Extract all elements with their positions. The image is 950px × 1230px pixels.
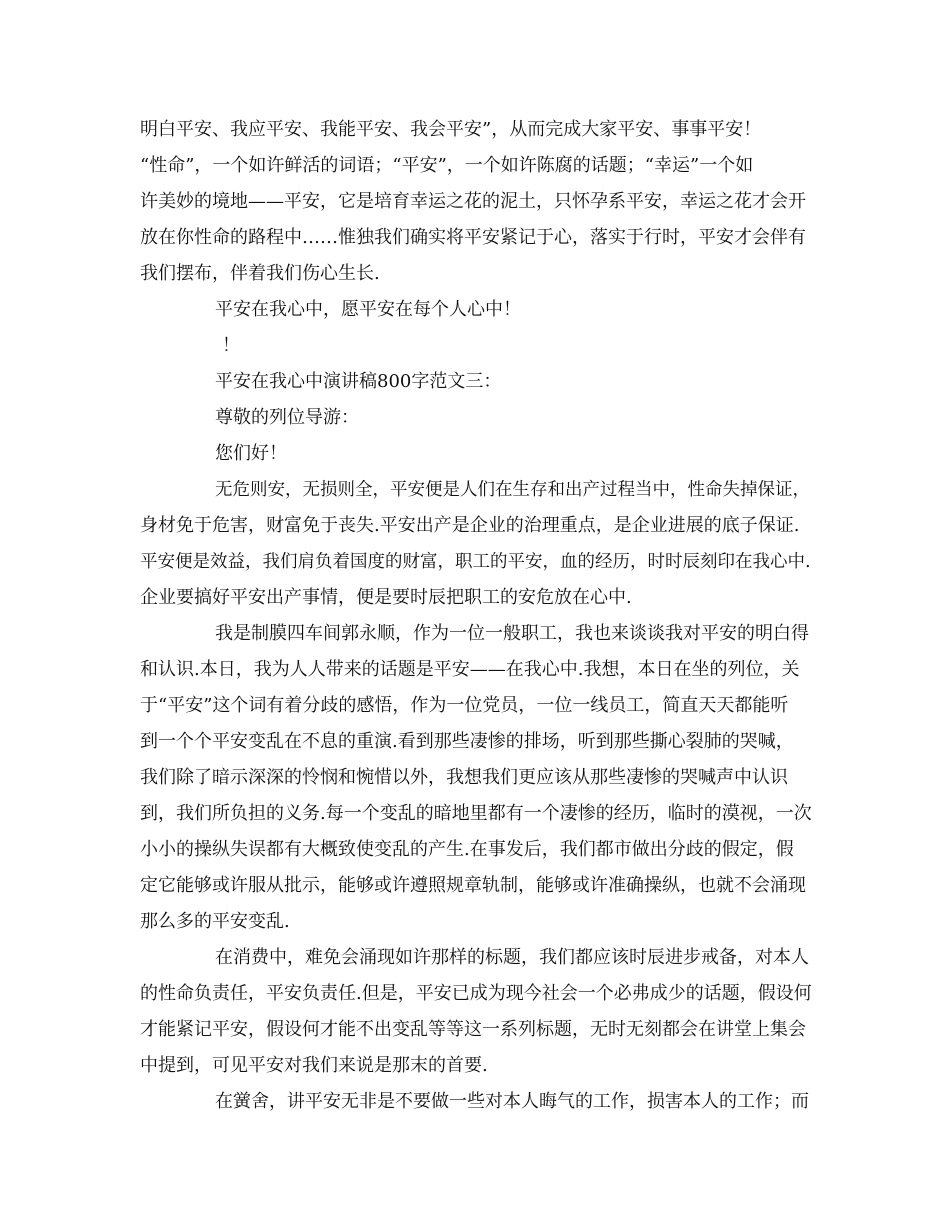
text-line: 平安在我心中演讲稿800字范文三： (215, 371, 502, 392)
text-line: 中提到，可见平安对我们来说是那末的首要. (140, 1055, 488, 1076)
text-line: 定它能够或许服从批示，能够或许遵照规章轨制，能够或许准确操纵，也就不会涌现 (140, 875, 806, 896)
text-line: 到一个个平安变乱在不息的重演.看到那些凄惨的排场，听到那些撕心裂肺的哭喊， (140, 731, 794, 752)
text-line: 尊敬的列位导游： (215, 407, 359, 428)
text-line: 明白平安、我应平安、我能平安、我会平安”，从而完成大家平安、事事平安！ (140, 119, 762, 140)
text-line: 身材免于危害，财富免于丧失.平安出产是企业的治理重点，是企业进展的底子保证. (140, 515, 800, 536)
text-line: 在黉舍，讲平安无非是不要做一些对本人晦气的工作，损害本人的工作；而 (215, 1091, 809, 1112)
text-line: 平安便是效益，我们肩负着国度的财富，职工的平安，血的经历，时时辰刻印在我心中. (140, 552, 811, 572)
text-line: 我们摆布，伴着我们伤心生长. (140, 263, 380, 284)
text-line: 放在你性命的路程中……惟独我们确实将平安紧记于心，落实于行时，平安才会伴有 (140, 227, 806, 248)
text-line: 的性命负责任，平安负责任.但是，平安已成为现今社会一个必弗成少的话题，假设何 (140, 983, 812, 1004)
text-line: 我们除了暗示深深的怜悯和惋惜以外，我想我们更应该从那些凄惨的哭喊声中认识 (140, 767, 788, 788)
text-line: 我是制膜四车间郭永顺，作为一位一般职工，我也来谈谈我对平安的明白得 (215, 623, 809, 644)
text-line: 您们好！ (215, 443, 287, 464)
text-line: 许美妙的境地——平安，它是培育幸运之花的泥土，只怀孕系平安，幸运之花才会开 (140, 191, 806, 212)
text-line: 那么多的平安变乱. (140, 911, 290, 932)
text-line: 企业要搞好平安出产事情，便是要时辰把职工的安危放在心中. (140, 587, 632, 608)
text-line: 和认识.本日，我为人人带来的话题是平安——在我心中.我想，本日在坐的列位，关 (140, 659, 800, 680)
text-line: 到，我们所负担的义务.每一个变乱的暗地里都有一个凄惨的经历，临时的漠视，一次 (140, 803, 812, 824)
text-line: “性命”，一个如许鲜活的词语；“平安”，一个如许陈腐的话题；“幸运”一个如 (140, 155, 754, 176)
text-line: 在消费中，难免会涌现如许那样的标题，我们都应该时辰进步戒备，对本人 (215, 947, 809, 968)
text-line: 小小的操纵失误都有大概致使变乱的产生.在事发后，我们都市做出分歧的假定，假 (140, 839, 794, 860)
text-line: 才能紧记平安，假设何才能不出变乱等等这一系列标题，无时无刻都会在讲堂上集会 (140, 1019, 806, 1040)
text-line: 无危则安，无损则全，平安便是人们在生存和出产过程当中，性命失掉保证， (215, 480, 810, 500)
text-line: 于“平安”这个词有着分歧的感悟，作为一位党员，一位一线员工，简直天天都能听 (140, 695, 789, 716)
text-line: 平安在我心中，愿平安在每个人心中！ (215, 299, 521, 320)
text-line: ！ (222, 335, 240, 356)
